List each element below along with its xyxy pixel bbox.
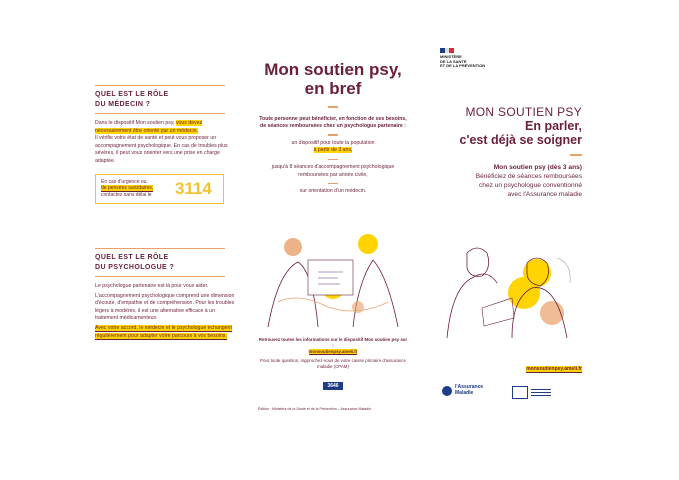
summary-p2b-wrap bbox=[258, 147, 408, 154]
section-rule bbox=[95, 113, 225, 114]
cover-sub-4: avec l'Assurance maladie bbox=[507, 190, 582, 198]
psychologist-p1: Le psychologue partenaire est là pour vous aider. bbox=[95, 283, 209, 289]
flag-icon bbox=[440, 48, 454, 53]
ministry-line-1: MINISTÈRE bbox=[440, 54, 462, 59]
dash-2 bbox=[328, 159, 338, 161]
psychologist-p3-highlight: Avec votre accord, le médecin et le psychologue échangent régulièrement pour adapter votre parcours à vos besoins. bbox=[95, 324, 232, 339]
cover-sub-2: Bénéficiez de séances remboursées bbox=[475, 172, 582, 180]
doctor-role-title: QUEL EST LE RÔLE bbox=[95, 91, 169, 98]
assurance-maladie-logo bbox=[442, 385, 483, 396]
cover-title: MON SOUTIEN PSY bbox=[465, 105, 582, 119]
phone-badge: 3646 bbox=[323, 382, 342, 390]
psychologist-p3-wrap bbox=[95, 325, 235, 340]
assurance-logo-line-2: Maladie bbox=[455, 389, 474, 396]
doctor-role-section bbox=[95, 85, 235, 204]
middle-panel bbox=[258, 0, 408, 480]
cover-tagline-2: c'est déjà se soigner bbox=[459, 133, 582, 147]
doctor-p2: Il vérifie votre état de santé et peut vous proposer un accompagnement psychologique. En cas de troubles plus sévères, il peut vous orienter vers une prise en charge adaptée. bbox=[95, 135, 228, 164]
cover-sub-3: chez un psychologue conventionné bbox=[478, 181, 582, 189]
doctor-p1: Dans le dispositif Mon soutien psy, bbox=[95, 120, 175, 126]
assurance-logo-line-1: l'Assurance bbox=[455, 384, 484, 390]
dash-1 bbox=[328, 134, 338, 136]
psychologist-p2: L'accompagnement psychologique comprend une dimension d'écoute, d'empathie et de compréhension. Pour les troubles légers à modérés, il est une alternative efficace à un traitement médicamenteux. bbox=[95, 292, 235, 322]
top-rule bbox=[95, 85, 225, 86]
summary-p1: Toute personne peut bénéficier, en fonction de ses besoins, de séances remboursées chez un psychologue partenaire : bbox=[259, 115, 407, 129]
summary-p2b: à partir de 3 ans, bbox=[313, 147, 353, 154]
cover-url[interactable]: monsoutienpsy.ameli.fr bbox=[526, 366, 582, 372]
summary-title-2: en bref bbox=[304, 79, 362, 98]
right-panel bbox=[432, 0, 582, 480]
doctor-role-title-2: DU MÉDECIN ? bbox=[95, 101, 151, 108]
partner-logo-icon bbox=[512, 386, 528, 399]
phone-badge-wrap bbox=[258, 374, 408, 392]
title-dash bbox=[328, 106, 338, 108]
emergency-line-1: En cas d'urgence ou bbox=[101, 178, 147, 185]
section-rule-2 bbox=[95, 276, 225, 277]
illustration-cover bbox=[442, 238, 582, 343]
left-panel bbox=[95, 0, 235, 480]
cpam-text: Pour toute question, rapprochez-vous de votre caisse primaire d'assurance maladie (CPAM) bbox=[260, 358, 406, 369]
summary-p3: jusqu'à 8 séances d'accompagnement psychologique remboursées par année civile, bbox=[271, 164, 395, 178]
info-text: Retrouvez toutes les informations sur le dispositif Mon soutien psy sur : bbox=[258, 337, 408, 348]
emergency-number: 3114 bbox=[175, 178, 212, 198]
cover-tagline-1: En parler, bbox=[525, 119, 582, 133]
assurance-logo-icon bbox=[442, 386, 452, 396]
top-rule-2 bbox=[95, 248, 225, 249]
summary-p2a: un dispositif pour toute la population bbox=[291, 139, 375, 146]
emergency-box bbox=[95, 174, 224, 204]
psychologist-role-title-2: DU PSYCHOLOGUE ? bbox=[95, 264, 175, 271]
ministry-line-3: ET DE LA PRÉVENTION bbox=[440, 63, 486, 69]
cover-dash bbox=[570, 154, 582, 156]
cover-sub-1: Mon soutien psy (dès 3 ans) bbox=[493, 163, 582, 171]
info-link-wrap bbox=[258, 349, 408, 355]
emergency-text bbox=[101, 179, 171, 199]
footer-legal: Édition : Ministère de la Santé et de la Prévention – Assurance Maladie bbox=[258, 407, 372, 411]
doctor-p1-highlight: vous devez nécessairement être orienté par un médecin. bbox=[95, 120, 203, 134]
info-link[interactable]: monsoutienpsy.ameli.fr bbox=[308, 349, 358, 354]
ministry-logo bbox=[440, 48, 485, 69]
ministry-line-2: DE LA SANTÉ bbox=[440, 58, 467, 64]
doctor-role-text bbox=[95, 120, 235, 166]
dash-3 bbox=[328, 183, 338, 185]
partner-logo bbox=[512, 386, 551, 399]
emergency-line-3: contactez sans délai le bbox=[101, 191, 152, 198]
emergency-line-2: de pensées suicidaires, bbox=[101, 185, 154, 192]
psychologist-role-title: QUEL EST LE RÔLE bbox=[95, 254, 169, 261]
psychologist-role-section bbox=[95, 248, 235, 340]
summary-title: Mon soutien psy, bbox=[264, 60, 402, 79]
illustration-people bbox=[258, 232, 408, 332]
summary-p4: sur orientation d'un médecin. bbox=[299, 188, 367, 195]
